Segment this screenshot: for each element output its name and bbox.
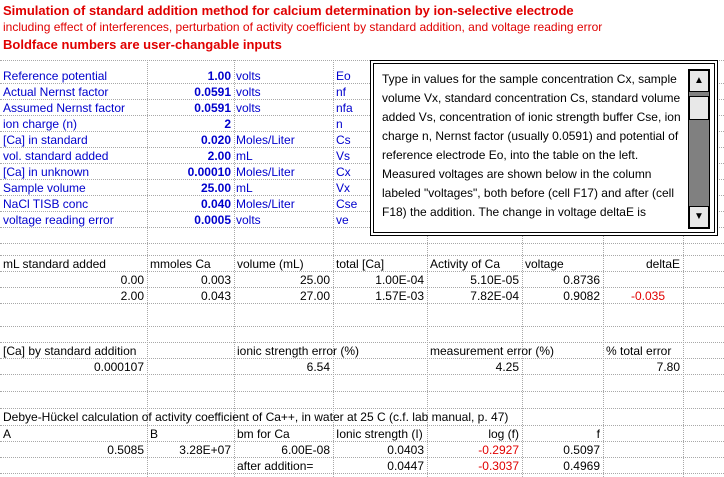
sheet-title: Simulation of standard addition method for calcium determination by ion-selective electrode	[3, 3, 574, 18]
input-sym-n: n	[336, 117, 343, 131]
debye-after-label: after addition=	[237, 459, 314, 473]
table1-r1-ml: 0.00	[120, 273, 144, 287]
input-value-n[interactable]: 2	[224, 117, 231, 131]
table1-r2-activity: 7.82E-04	[470, 289, 519, 303]
table2-header-total: % total error	[606, 344, 672, 358]
input-unit-nfa: volts	[236, 101, 261, 115]
input-sym-vs: Vs	[336, 149, 351, 163]
input-unit-vx: mL	[236, 181, 253, 195]
debye-header-f: f	[596, 427, 600, 441]
input-value-nfa[interactable]: 0.0591	[194, 101, 231, 115]
input-label-eo: Reference potential	[3, 69, 108, 83]
input-value-ve[interactable]: 0.0005	[194, 213, 231, 227]
table1-r1-voltage: 0.8736	[563, 273, 600, 287]
debye-title: Debye-Hückel calculation of activity coefficient of Ca++, in water at 25 C (c.f. lab manual, p. 47)	[3, 410, 509, 424]
input-unit-cse: Moles/Liter	[236, 197, 295, 211]
debye-value-logf: -0.2927	[478, 443, 519, 457]
table1-header-totalca: total [Ca]	[336, 257, 385, 271]
input-unit-cx: Moles/Liter	[236, 165, 295, 179]
table1-r1-totalca: 1.00E-04	[375, 273, 424, 287]
input-label-cse: NaCl TISB conc	[3, 197, 89, 211]
table1-r2-ml: 2.00	[120, 289, 144, 303]
input-label-n: ion charge (n)	[3, 117, 78, 131]
table2-header-ca: [Ca] by standard addition	[3, 344, 137, 358]
input-label-vx: Sample volume	[3, 181, 86, 195]
debye-header-b: B	[150, 427, 159, 441]
table2-value-ca: 0.000107	[93, 360, 144, 374]
table1-r1-activity: 5.10E-05	[470, 273, 519, 287]
table1-r1-mmoles: 0.003	[200, 273, 231, 287]
debye-header-a: A	[3, 427, 12, 441]
table1-header-mmoles: mmoles Ca	[150, 257, 211, 271]
input-label-cx: [Ca] in unknown	[3, 165, 90, 179]
input-value-vx[interactable]: 25.00	[200, 181, 231, 195]
input-sym-nfa: nfa	[336, 101, 353, 115]
input-sym-vx: Vx	[336, 181, 351, 195]
debye-after-f: 0.4969	[563, 459, 600, 473]
table1-r2-volume: 27.00	[299, 289, 330, 303]
input-unit-eo: volts	[236, 69, 261, 83]
table1-r2-mmoles: 0.043	[200, 289, 231, 303]
table1-r2-totalca: 1.57E-03	[375, 289, 424, 303]
input-value-nf[interactable]: 0.0591	[194, 85, 231, 99]
input-note: Boldface numbers are user-changable inputs	[3, 37, 282, 52]
input-value-vs[interactable]: 2.00	[207, 149, 231, 163]
table2-value-meas: 4.25	[495, 360, 519, 374]
debye-value-bm: 6.00E-08	[281, 443, 330, 457]
input-value-cs[interactable]: 0.020	[200, 133, 231, 147]
table1-r2-deltae: -0.035	[630, 289, 665, 303]
debye-value-f: 0.5097	[563, 443, 600, 457]
table1-r2-voltage: 0.9082	[563, 289, 600, 303]
scroll-thumb[interactable]	[689, 96, 709, 120]
input-sym-ve: ve	[336, 213, 349, 227]
input-sym-nf: nf	[336, 85, 347, 99]
input-sym-eo: Eo	[336, 69, 351, 83]
debye-value-b: 3.28E+07	[179, 443, 231, 457]
input-sym-cs: Cs	[336, 133, 351, 147]
table1-header-deltae: deltaE	[645, 257, 680, 271]
input-value-cx[interactable]: 0.00010	[187, 165, 231, 179]
instructions-textbox[interactable]	[373, 63, 715, 233]
textbox-scrollbar[interactable]	[688, 69, 710, 229]
input-sym-cse: Cse	[336, 197, 358, 211]
input-sym-cx: Cx	[336, 165, 351, 179]
input-unit-cs: Moles/Liter	[236, 133, 295, 147]
scroll-up-icon[interactable]: ▲	[689, 70, 709, 92]
table1-header-activity: Activity of Ca	[430, 257, 501, 271]
input-unit-vs: mL	[236, 149, 253, 163]
table2-header-meas: measurement error (%)	[430, 344, 555, 358]
input-value-cse[interactable]: 0.040	[200, 197, 231, 211]
debye-after-ionic: 0.0447	[387, 459, 424, 473]
input-label-cs: [Ca] in standard	[3, 133, 88, 147]
input-unit-ve: volts	[236, 213, 261, 227]
table2-value-ionic: 6.54	[306, 360, 330, 374]
table1-header-ml: mL standard added	[3, 257, 106, 271]
debye-after-logf: -0.3037	[478, 459, 519, 473]
table1-header-voltage: voltage	[525, 257, 564, 271]
table1-header-volume: volume (mL)	[237, 257, 304, 271]
input-unit-nf: volts	[236, 85, 261, 99]
debye-header-bm: bm for Ca	[237, 427, 290, 441]
debye-value-a: 0.5085	[107, 443, 144, 457]
scroll-down-icon[interactable]: ▼	[689, 206, 709, 228]
input-label-ve: voltage reading error	[3, 213, 114, 227]
table2-value-total: 7.80	[656, 360, 680, 374]
input-label-nf: Actual Nernst factor	[3, 85, 109, 99]
sheet-subtitle: including effect of interferences, perturbation of activity coefficient by standard addition, and voltage reading error	[3, 20, 603, 34]
input-label-vs: vol. standard added	[3, 149, 109, 163]
table2-header-ionic: ionic strength error (%)	[237, 344, 360, 358]
debye-header-ionic: Ionic strength (I)	[336, 427, 423, 441]
input-value-eo[interactable]: 1.00	[207, 69, 231, 83]
input-label-nfa: Assumed Nernst factor	[3, 101, 126, 115]
instructions-text: Type in values for the sample concentration Cx, sample volume Vx, standard concentration Cs, standard volume added Vs, concentration of ionic strength buffer Cse, ion charge n, Nernst factor (usually 0.0591) and potential of reference electrode Eo, into the table on the left. Measured voltages are shown below in the column labeled "voltages", both before (cell F17) and after (cell F18) the addition. The change in voltage deltaE is	[382, 72, 681, 219]
table1-r1-volume: 25.00	[299, 273, 330, 287]
debye-value-ionic: 0.0403	[387, 443, 424, 457]
debye-header-logf: log (f)	[488, 427, 519, 441]
